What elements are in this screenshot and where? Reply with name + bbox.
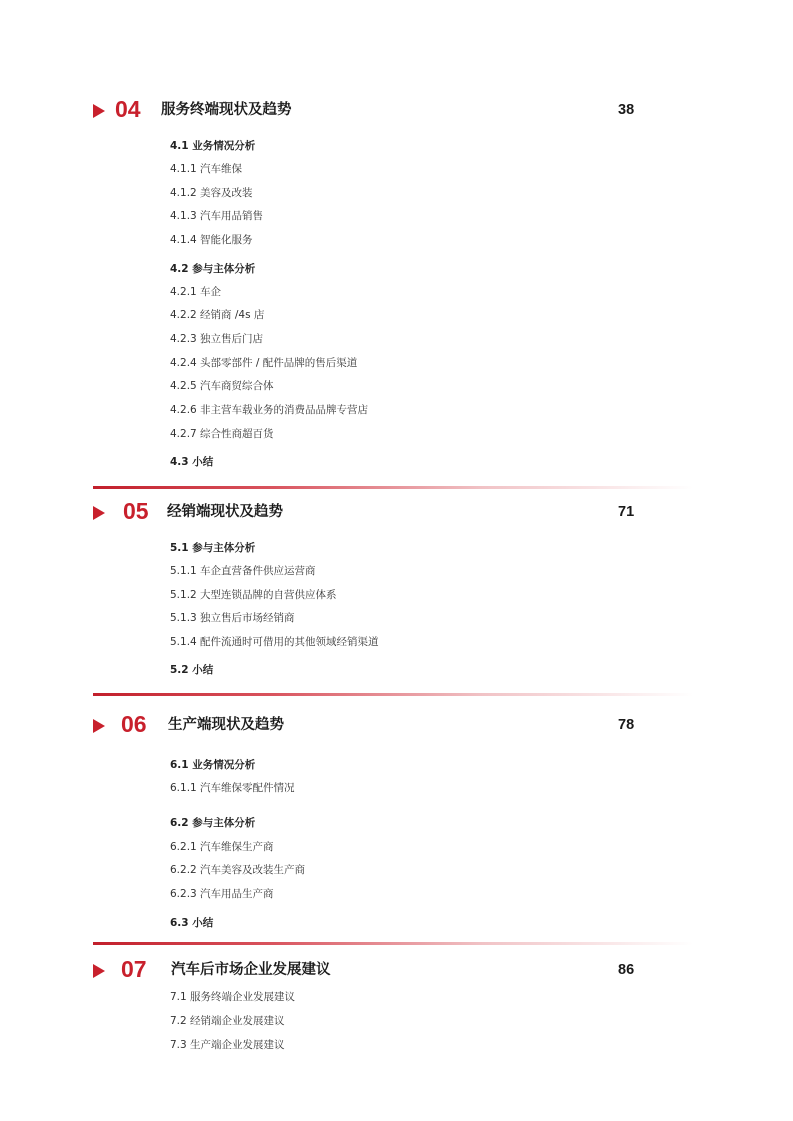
toc-entry[interactable]: 5.1.2 大型连锁品牌的自营供应体系 (170, 589, 337, 601)
toc-entry[interactable]: 4.2.1 车企 (170, 286, 222, 298)
section-title: 经销端现状及趋势 (167, 504, 283, 520)
section-title: 汽车后市场企业发展建议 (171, 962, 331, 978)
triangle-bullet-icon (93, 719, 105, 733)
toc-entry[interactable]: 4.2.4 头部零部件 / 配件品牌的售后渠道 (170, 357, 358, 369)
toc-entry[interactable]: 4.2.2 经销商 /4s 店 (170, 309, 265, 321)
toc-entry[interactable]: 4.1.1 汽车维保 (170, 163, 243, 175)
section-number: 06 (121, 711, 147, 737)
section-page-number: 38 (618, 102, 635, 118)
toc-entry[interactable]: 6.1.1 汽车维保零配件情况 (170, 782, 295, 794)
toc-entry[interactable]: 5.1.1 车企直营备件供应运营商 (170, 565, 316, 577)
toc-entry[interactable]: 5.2 小结 (170, 664, 214, 676)
toc-entry[interactable]: 4.3 小结 (170, 456, 214, 468)
section-page-number: 71 (618, 504, 635, 520)
toc-entry[interactable]: 4.2.7 综合性商超百货 (170, 428, 274, 440)
section-title: 生产端现状及趋势 (168, 717, 284, 733)
toc-entry[interactable]: 4.2.6 非主营车载业务的消费品品牌专营店 (170, 404, 369, 416)
section-04-row[interactable] (93, 98, 653, 124)
toc-entry[interactable]: 6.2.2 汽车美容及改装生产商 (170, 864, 306, 876)
section-page-number: 78 (618, 717, 635, 733)
triangle-bullet-icon (93, 506, 105, 520)
toc-entry[interactable]: 7.2 经销端企业发展建议 (170, 1015, 285, 1027)
section-title: 服务终端现状及趋势 (161, 102, 292, 118)
toc-entry[interactable]: 4.1.4 智能化服务 (170, 234, 253, 246)
toc-entry[interactable]: 4.2 参与主体分析 (170, 263, 256, 275)
toc-entry[interactable]: 4.1.2 美容及改装 (170, 187, 253, 199)
toc-entry[interactable]: 4.1.3 汽车用品销售 (170, 210, 264, 222)
toc-entry[interactable]: 6.3 小结 (170, 917, 214, 929)
section-number: 07 (121, 956, 147, 982)
toc-entry[interactable]: 6.2 参与主体分析 (170, 817, 256, 829)
section-divider (93, 693, 693, 696)
toc-entry[interactable]: 4.1 业务情况分析 (170, 140, 256, 152)
toc-entry[interactable]: 4.2.5 汽车商贸综合体 (170, 380, 274, 392)
toc-entry[interactable]: 4.2.3 独立售后门店 (170, 333, 264, 345)
toc-entry[interactable]: 5.1.3 独立售后市场经销商 (170, 612, 295, 624)
triangle-bullet-icon (93, 964, 105, 978)
triangle-bullet-icon (93, 104, 105, 118)
section-divider (93, 486, 693, 489)
section-divider (93, 942, 693, 945)
toc-entry[interactable]: 7.1 服务终端企业发展建议 (170, 991, 296, 1003)
section-number: 04 (115, 96, 141, 122)
toc-entry[interactable]: 5.1.4 配件流通时可借用的其他领域经销渠道 (170, 636, 379, 648)
section-07-row[interactable] (93, 958, 653, 984)
toc-entry[interactable]: 6.1 业务情况分析 (170, 759, 256, 771)
section-05-row[interactable] (93, 500, 653, 526)
toc-entry[interactable]: 5.1 参与主体分析 (170, 542, 256, 554)
section-number: 05 (123, 498, 149, 524)
toc-entry[interactable]: 6.2.1 汽车维保生产商 (170, 841, 274, 853)
section-page-number: 86 (618, 962, 635, 978)
toc-entry[interactable]: 7.3 生产端企业发展建议 (170, 1039, 285, 1051)
toc-entry[interactable]: 6.2.3 汽车用品生产商 (170, 888, 274, 900)
section-06-row[interactable] (93, 713, 653, 739)
